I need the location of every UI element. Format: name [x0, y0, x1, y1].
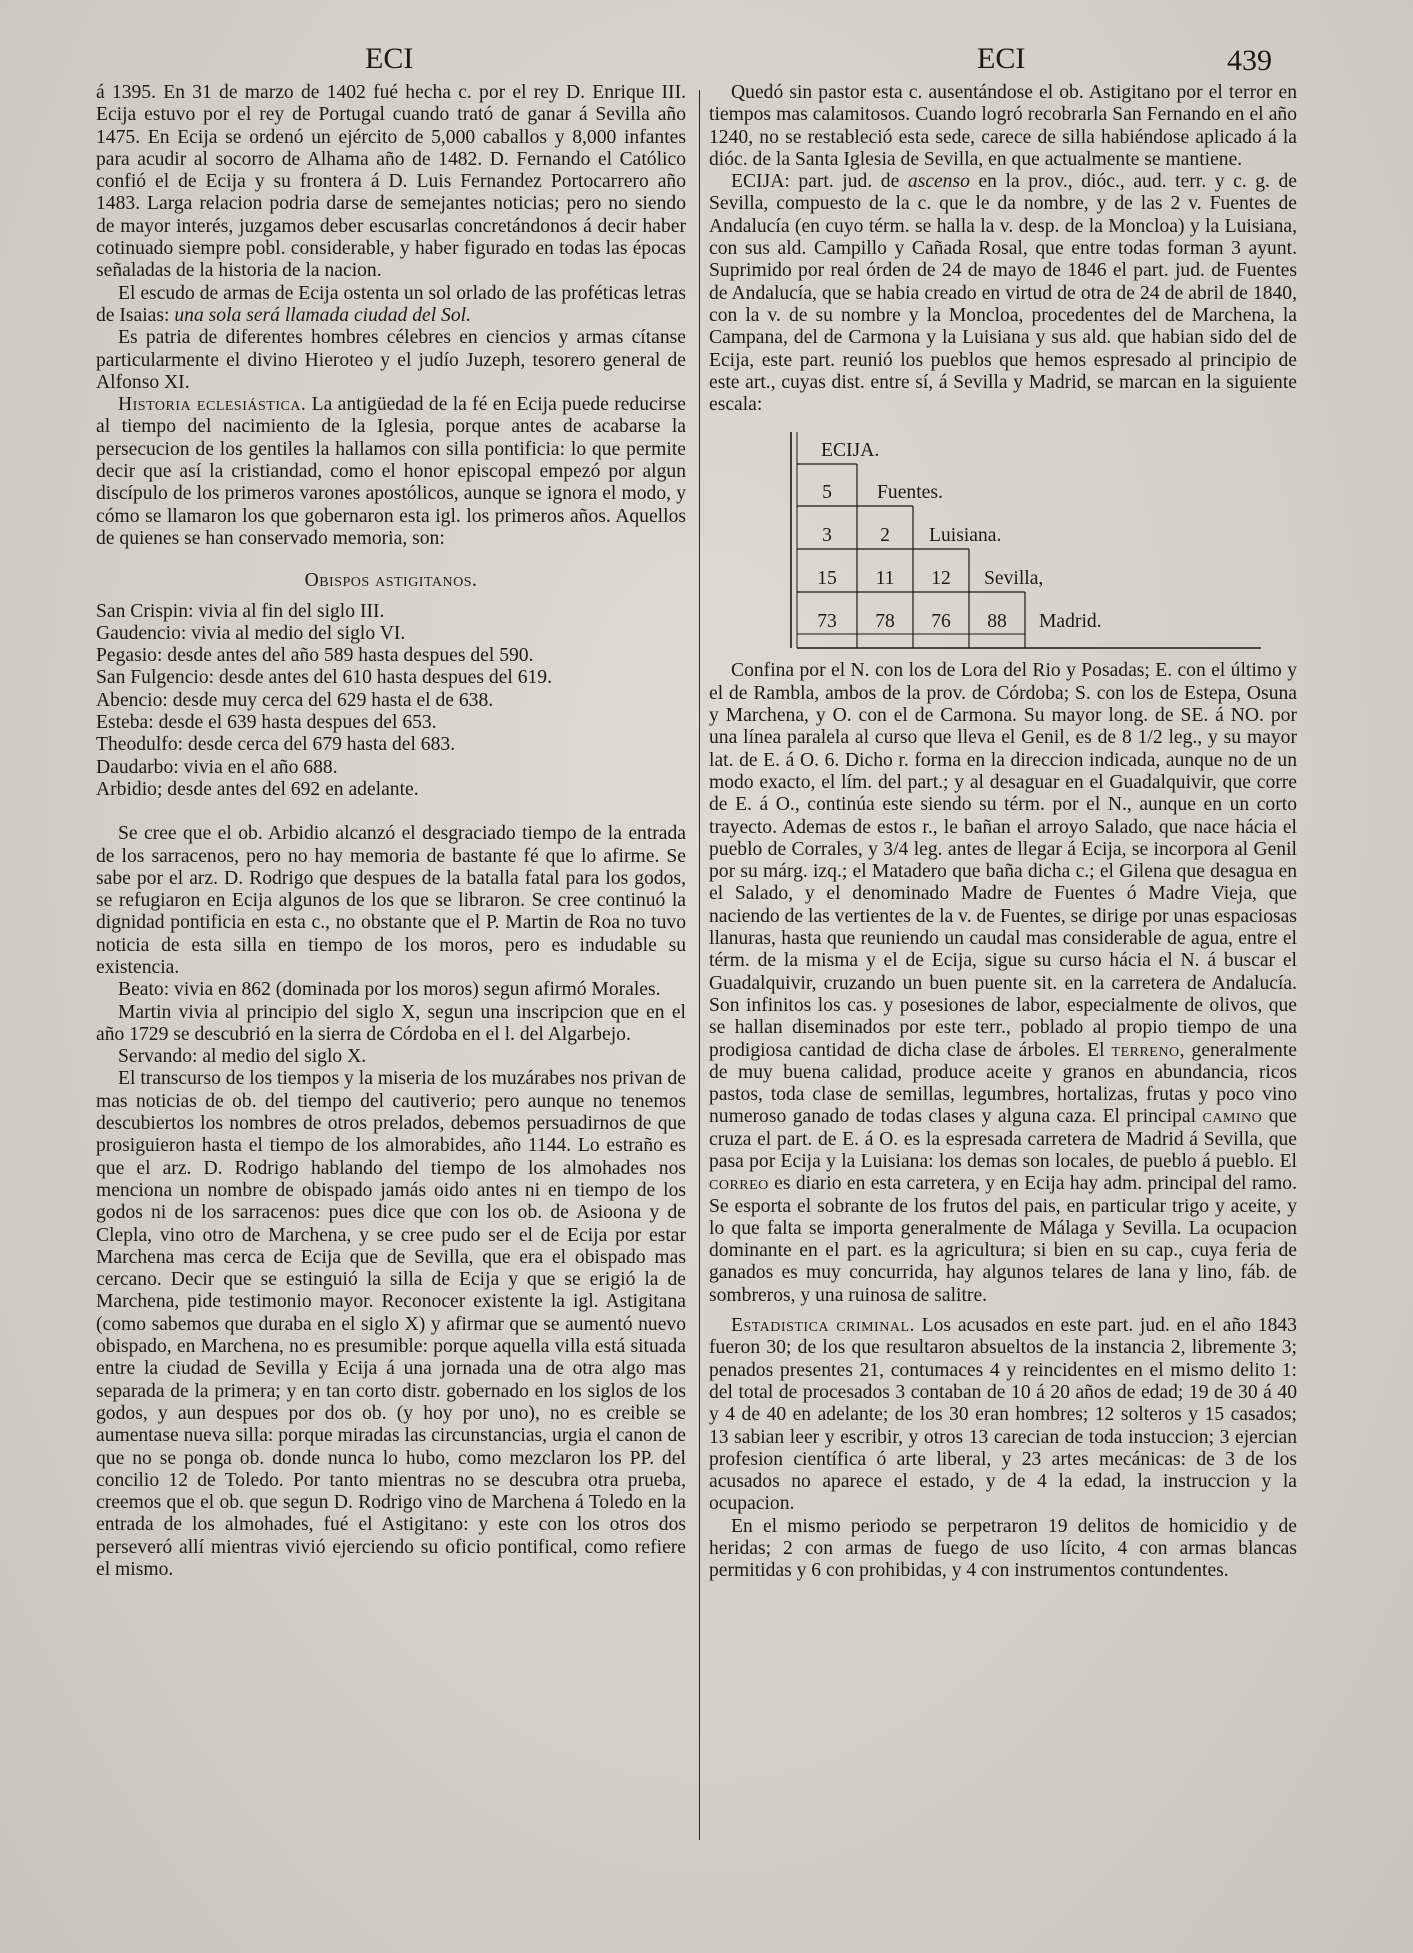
page-number: 439: [1227, 44, 1272, 77]
scale-value: 88: [987, 611, 1007, 633]
section-heading: Historia eclesiástica.: [118, 394, 307, 416]
scale-value: 76: [931, 611, 951, 633]
list-item: Daudarbo: vivia en el año 688.: [96, 756, 338, 778]
scale-value: 2: [880, 525, 890, 547]
motto: una sola será llamada ciudad del Sol.: [174, 304, 471, 326]
left-running-head: ECI: [365, 42, 414, 75]
paragraph: En el mismo periodo se perpetraron 19 delitos de homicidio y de heridas; 2 con armas de fuego de uso lícito, 4 con armas blancas permitidas y 6 con prohibidas, y 4 con instrumentos contundentes.: [709, 1515, 1297, 1582]
scale-value: 78: [875, 611, 895, 633]
paragraph: El escudo de armas de Ecija ostenta un sol orlado de las proféticas letras de Isaias: una sola será llamada ciudad del Sol.: [96, 282, 686, 326]
paragraph: á 1395. En 31 de marzo de 1402 fué hecha c. por el rey D. Enrique III. Ecija estuvo por el rey de Portugal cuando trató de ganar á Sevilla año 1475. En Ecija se ordenó un ejército de 5,000 caballos y 8,000 infantes para acudir al socorro de Alhama año de 1482. D. Fernando el Católico confió el de Ecija y su frontera á D. Luis Fernandez Portocarrero año 1483. Larga relacion podria darse de semejantes noticias; pero no siendo de mayor interés, juzgamos deber escusarlas concretándonos á decir haber cotinuado siempre pobl. considerable, y haber figurado en todas las épocas señaladas de la historia de la nacion.: [96, 82, 686, 282]
list-item: Arbidio; desde antes del 692 en adelante.: [96, 778, 419, 800]
right-running-head: ECI: [977, 42, 1026, 75]
left-column: [96, 82, 686, 1581]
scale-value: 73: [817, 611, 837, 633]
section-heading: Estadistica criminal.: [731, 1315, 915, 1337]
paragraph: Se cree que el ob. Arbidio alcanzó el desgraciado tiempo de la entrada de los sarracenos, pero no hay memoria de bastante fé que lo afirme. Se sabe por el arz. D. Rodrigo que despues de la batalla fatal para los godos, se refugiaron en Ecija algunos de los que se libraron. Se cree continuó la dignidad pontificia en esta c., no obstante que el P. Martin de Roa no tuvo noticia de esta silla en tiempo de los moros, pero es indudable su existencia.: [96, 823, 686, 978]
scale-name: Fuentes.: [877, 482, 943, 504]
scale-name: Luisiana.: [929, 525, 1002, 547]
list-item: Abencio: desde muy cerca del 629 hasta el de 638.: [96, 689, 494, 711]
paragraph: Quedó sin pastor esta c. ausentándose el ob. Astigitano por el terror en tiempos mas calamitosos. Cuando logró recobrarla San Fernando en el año 1240, no se restableció esta sede, carece de silla habiéndose aplicado á la dióc. de la Santa Iglesia de Sevilla, en que actualmente se mantiene.: [709, 82, 1297, 170]
paragraph: Estadistica criminal. Los acusados en este part. jud. en el año 1843 fueron 30; de los que resultaron absueltos de la instancia 2, libremente 3; penados presentes 21, contumaces 4 y reincidentes en el mismo delito 1: del total de procesados 3 contaban de 10 á 20 años de edad; 19 de 30 á 40 y 4 de 40 en adelante; de los 30 eran hombres; 12 solteros y 15 casados; 13 sabian leer y escribir, y otros 13 carecian de toda instuccion; 3 ejercian profesion científica ó arte liberal, y 23 artes mecánicas: de 3 de los acusados no aparece el estado, y de 4 la edad, la instruccion y la ocupacion.: [709, 1315, 1297, 1515]
list-item: San Crispin: vivia al fin del siglo III.: [96, 600, 385, 622]
list-item: Pegasio: desde antes del año 589 hasta despues del 590.: [96, 645, 534, 667]
list-item: San Fulgencio: desde antes del 610 hasta despues del 619.: [96, 667, 553, 689]
scale-value: 11: [875, 568, 895, 590]
scale-name: Sevilla,: [984, 568, 1044, 590]
paragraph: El transcurso de los tiempos y la miseria de los muzárabes nos privan de mas noticias de ob. del tiempo del cautiverio; pero aunque no tenemos descubiertos los nombres de otros prelados, debemos persuadirnos de que prosiguieron hasta el tiempo de los almorabides, año 1144. Lo estraño es que el arz. D. Rodrigo hablando del tiempo de los almohades nos menciona un nombre de obispado jamás oido antes ni en tiempo de los godos ni de los sarracenos: pues dice que con los ob. de Asioona y de Clepla, vino otro de Marchena, y se cree pudo ser el de Ecija por estar Marchena mas cerca de Ecija que de Sevilla, que era el obispado mas cercano. Decir que se estinguió la silla de Ecija y que se erigió la de Marchena, pide testimonio mayor. Reconocer existente la igl. Astigitana (como sabemos que duraba en el siglo X) y afirmar que se aumentó nuevo obispado, en Marchena, no es presumible: porque aquella villa está situada entre la ciudad de Sevilla y Ecija á una jornada una de otra algo mas separada de la primera; y en tan corto distr. gobernado en los siglos de los godos, y aun despues por dos ob. (y hoy por uno), no es creible se aumentase nueva silla: porque miradas las circunstancias, urgia el canon de que no se ponga ob. donde nunca lo hubo, como mezclaron los PP. del concilio 12 de Toledo. Por tanto mientras no se descubra otra prueba, creemos que el ob. que segun D. Rodrigo vino de Marchena á Toledo en la entrada de los almohades, fué el Astigitano: y este con los otros dos perseveró allí mientras vivió ejerciendo su oficio pontifical, como refiere el mismo.: [96, 1068, 686, 1580]
bishops-list: [96, 601, 686, 802]
list-item: Esteba: desde el 639 hasta despues del 653.: [96, 712, 437, 734]
entry-heading: ECIJA: [731, 171, 785, 193]
distance-scale-table: [709, 422, 1297, 660]
scale-value: 12: [931, 568, 951, 590]
paragraph: Historia eclesiástica. La antigüedad de la fé en Ecija puede reducirse al tiempo del nacimiento de la Iglesia, porque antes de acabarse la persecucion de los gentiles la hallamos con silla pontificia: lo que permite decir que así la cristiandad, como el honor episcopal empezó por algun discípulo de los primeros varones apostólicos, aunque se ignora el modo, y cómo se llamaron los que gobernaron esta igl. los primeros años. Aquellos de quienes se han conservado memoria, son:: [96, 394, 686, 549]
distance-scale-svg: [709, 422, 1297, 660]
paragraph: Es patria de diferentes hombres célebres en ciencios y armas cítanse particularmente el divino Hieroteo y el judío Juzeph, tesorero general de Alfonso XI.: [96, 327, 686, 393]
right-column: [709, 82, 1297, 1583]
paragraph: Servando: al medio del siglo X.: [118, 1046, 367, 1068]
page-header: [0, 42, 1413, 86]
scale-value: 3: [822, 525, 832, 547]
bishops-title: Obispos astigitanos.: [304, 570, 478, 592]
column-divider: [699, 90, 700, 1840]
list-item: Gaudencio: vivia al medio del siglo VI.: [96, 622, 406, 644]
list-item: Theodulfo: desde cerca del 679 hasta del 683.: [96, 734, 456, 756]
paragraph: Confina por el N. con los de Lora del Rio y Posadas; E. con el último y el de Rambla, ambos de la prov. de Córdoba; S. con los de Estepa, Osuna y Marchena, y O. con el de Carmona. Su mayor long. de SE. á NO. por una línea paralela al curso que lleva el Genil, es de 8 1/2 leg., y su mayor lat. de E. á O. 6. Dicho r. forma en la direccion indicada, aunque no de un modo exacto, el lím. del part.; y al desaguar en el Guadalquivir, que corre de E. á O., continúa este siendo su térm. por el N., aunque en un corto trayecto. Ademas de estos r., le bañan el arroyo Salado, que nace hácia el pueblo de Corrales, y 3/4 leg. antes de llegar á Ecija, se incorpora al Genil por su márg. izq.; el Matadero que baña dicha c.; el Gilena que desagua en el Salado, y el denominado Madre de Fuentes ó Madre Vieja, que naciendo de las vertientes de la v. de Fuentes, se dirige por unas espaciosas llanuras, hasta que reuniendo un caudal mas considerable de agua, entre el térm. de la misma y el de Ecija, sigue su curso hácia el N. á buscar el Guadalquivir, cruzando un buen puente sit. en la carretera de Andalucía. Son infinitos los cas. y posesiones de labor, especialmente de olivos, que se hallan diseminados por este terr., poblado al propio tiempo de una prodigiosa cantidad de dicha clase de árboles. El terreno, generalmente de muy buena calidad, produce aceite y granos en abundancia, ricos pastos, toda clase de semillas, legumbres, hortalizas, frutas y poco vino numeroso ganado de todas clases y alguna caza. El principal camino que cruza el part. de E. á O. es la espresada carretera de Madrid á Sevilla, que pasa por Ecija y la Luisiana: los demas son locales, de pueblo á pueblo. El correo es diario en esta carretera, y en Ecija hay adm. principal del ramo. Se esporta el sobrante de los frutos del pais, en particular trigo y aceite, y lo que falta se importa generalmente de Málaga y Sevilla. La ocupacion dominante en el part. es la agricultura; si bien en su cap., cuya feria de ganados es muy concurrida, hay algunos telares de lana y lino, fáb. de sombreros, y una ruinosa de salitre.: [709, 660, 1297, 1306]
scale-value: 5: [822, 482, 832, 504]
paragraph: ECIJA: part. jud. de ascenso en la prov., dióc., aud. terr. y c. g. de Sevilla, compuesto de la c. que le da nombre, y de las 2 v. Fuentes de Andalucía (en cuyo térm. se halla la v. desp. de la Moncloa) y la Luisiana, con sus ald. Campillo y Cañada Rosal, que entre todas forman 3 ayunt. Suprimido por real órden de 24 de mayo de 1846 el part. jud. de Fuentes de Andalucía, que se habia creado en virtud de otra de 24 de abril de 1840, con la v. de su nombre y la Moncloa, procedentes del de Marchena, la Campana, del de Carmona y la Luisiana y sus ald. que habian sido del de Ecija, este part. reunió los pueblos que hemos espresado al principio de este art., cuyas dist. entre sí, á Sevilla y Madrid, se marcan en la siguiente escala:: [709, 171, 1297, 416]
scale-value: 15: [817, 568, 837, 590]
paragraph: Beato: vivia en 862 (dominada por los moros) segun afirmó Morales.: [118, 979, 661, 1001]
scale-name: Madrid.: [1039, 611, 1102, 633]
paragraph: Martin vivia al principio del siglo X, segun una inscripcion que en el año 1729 se descubrió en la sierra de Córdoba en el l. del Algarbejo.: [96, 1001, 686, 1045]
scale-name: ECIJA.: [821, 440, 880, 462]
